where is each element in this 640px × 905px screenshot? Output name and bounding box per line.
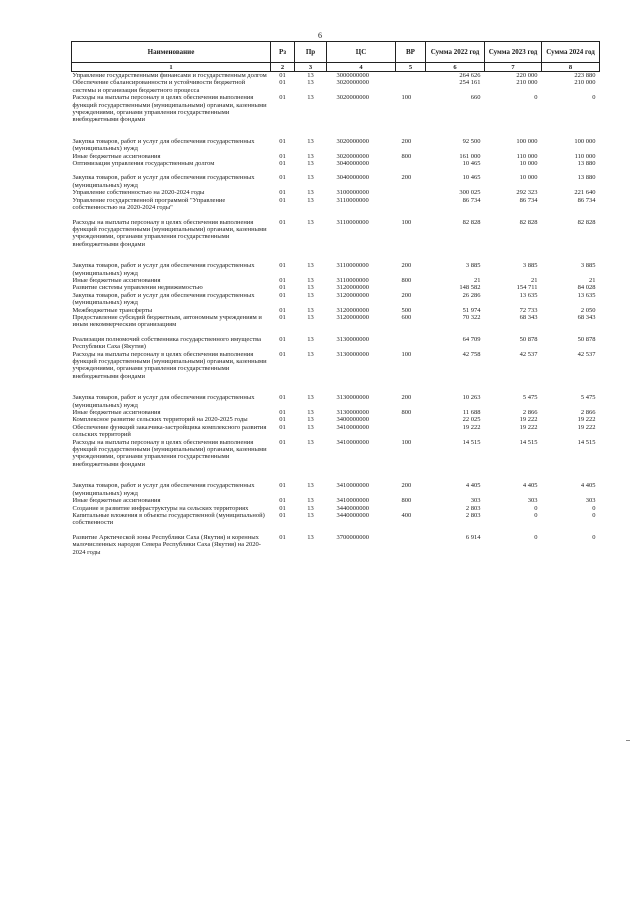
- cell-2022: 92 500: [462, 137, 481, 145]
- cell-2023: 220 000: [516, 72, 538, 79]
- cell-vr: 100: [401, 438, 412, 446]
- cell-2024: 82 828: [577, 218, 596, 226]
- cell-cs: 3120000000: [336, 291, 369, 299]
- cell-rz: 01: [279, 137, 286, 145]
- cell-rz: 01: [279, 497, 286, 505]
- cell-2024: 0: [592, 94, 596, 102]
- cell-cs: 3410000000: [336, 482, 369, 490]
- cell-2022: 161 000: [459, 152, 481, 160]
- cell-2024: 303: [585, 497, 596, 505]
- cell-2022: 4 405: [465, 482, 481, 490]
- cell-pr: 13: [307, 276, 314, 284]
- cell-pr: 13: [307, 174, 314, 182]
- table-row: [72, 416, 600, 423]
- cell-name: Расходы на выплаты персоналу в целях обеспечения выполнения функций государственными (муниципальными) органами, казенными учреждениями, органами управления государственными внебюджетными фондами: [72, 350, 267, 380]
- row-spacer-cell: [72, 212, 600, 219]
- header-2023: Сумма 2023 год: [485, 42, 542, 63]
- cell-cs: 3410000000: [336, 497, 369, 505]
- cell-pr: 13: [307, 394, 314, 402]
- cell-rz: 01: [279, 306, 286, 314]
- cell-vr: 100: [401, 94, 412, 102]
- cell-rz: 01: [279, 291, 286, 299]
- column-number: 3: [295, 63, 327, 72]
- cell-2024: 21: [589, 276, 596, 284]
- table-row: [72, 153, 600, 160]
- cell-vr: 100: [401, 218, 412, 226]
- cell-vr: [396, 197, 426, 212]
- cell-rz: 01: [279, 94, 286, 102]
- cell-pr: 13: [307, 196, 314, 204]
- table-row: [72, 534, 600, 556]
- cell-2022: 10 263: [462, 394, 481, 402]
- cell-pr: 13: [307, 438, 314, 446]
- cell-rz: 01: [279, 416, 286, 424]
- cell-cs: 3410000000: [336, 438, 369, 446]
- column-number: 8: [542, 63, 600, 72]
- cell-2024: 2 050: [580, 306, 596, 314]
- cell-pr: 13: [307, 409, 314, 417]
- cell-name: Предоставление субсидий бюджетным, автономным учреждениям и иным некоммерческим организациям: [72, 313, 262, 329]
- cell-pr: 13: [307, 291, 314, 299]
- cell-cs: 3410000000: [336, 423, 369, 431]
- table-row: [72, 292, 600, 307]
- cell-2024: 84 028: [577, 284, 596, 292]
- cell-2022: 21: [474, 276, 481, 284]
- row-spacer: [72, 380, 600, 394]
- cell-vr: 500: [401, 306, 412, 314]
- cell-cs: 3120000000: [336, 284, 369, 292]
- cell-2023: 21: [531, 276, 538, 284]
- cell-cs: 3110000000: [336, 276, 369, 284]
- page-number: 6: [318, 31, 322, 40]
- cell-pr: 13: [307, 335, 314, 343]
- cell-cs: 3020000000: [336, 79, 369, 87]
- cell-2024: 86 734: [577, 196, 596, 204]
- table-row: [72, 314, 600, 329]
- header-2022: Сумма 2022 год: [426, 42, 485, 63]
- cell-2024: 210 000: [574, 79, 596, 87]
- row-spacer: [72, 468, 600, 482]
- cell-2024: 13 880: [577, 160, 596, 168]
- cell-rz: 01: [279, 189, 286, 197]
- cell-2023: 3 885: [522, 262, 538, 270]
- cell-2023: 2 866: [522, 409, 538, 417]
- cell-2024: 100 000: [574, 137, 596, 145]
- table-row: [72, 394, 600, 409]
- cell-rz: 01: [279, 196, 286, 204]
- cell-name: Оптимизация управления государственным долгом: [72, 160, 215, 168]
- cell-name: Иные бюджетные ассигнования: [72, 497, 161, 505]
- cell-cs: 3100000000: [336, 189, 369, 197]
- cell-cs: 3110000000: [336, 262, 369, 270]
- cell-vr: 200: [401, 291, 412, 299]
- cell-2023: 154 711: [516, 284, 538, 292]
- table-row: [72, 424, 600, 439]
- cell-name: Иные бюджетные ассигнования: [72, 152, 161, 160]
- scan-mark: [626, 740, 630, 741]
- cell-cs: 3700000000: [336, 533, 369, 541]
- cell-vr: 800: [401, 276, 412, 284]
- cell-2022: 2 803: [465, 511, 481, 519]
- column-number: 7: [485, 63, 542, 72]
- table-row: [72, 72, 600, 80]
- table-row: [72, 284, 600, 291]
- cell-name: Закупка товаров, работ и услуг для обеспечения государственных (муниципальных) нужд: [72, 137, 255, 153]
- cell-vr: 400: [401, 511, 412, 519]
- cell-2023: 68 343: [519, 313, 538, 321]
- cell-2024: 0: [592, 504, 596, 512]
- budget-table: [71, 41, 600, 556]
- cell-2023: 19 222: [519, 416, 538, 424]
- cell-2022: 10 465: [462, 160, 481, 168]
- cell-2024: 0: [592, 533, 596, 541]
- table-row: [72, 482, 600, 497]
- cell-vr: [396, 534, 426, 556]
- cell-2024: 2 866: [580, 409, 596, 417]
- cell-name: Создание и развитие инфраструктуры на сельских территориях: [72, 504, 249, 512]
- cell-2022: 64 709: [462, 335, 481, 343]
- row-spacer-cell: [72, 124, 600, 138]
- cell-name: Обеспечение сбалансированности и устойчивости бюджетной системы и организация бюджетного процесса: [72, 79, 246, 94]
- cell-2023: 303: [527, 497, 538, 505]
- cell-2023: 110 000: [516, 152, 538, 160]
- cell-pr: 13: [307, 416, 314, 424]
- table-row: [72, 219, 600, 249]
- cell-2022: 11 688: [462, 409, 481, 417]
- cell-2022: 6 914: [465, 533, 481, 541]
- cell-rz: 01: [279, 394, 286, 402]
- cell-cs: 3040000000: [336, 160, 369, 168]
- cell-2023: 42 537: [519, 350, 538, 358]
- cell-2024: 19 222: [577, 423, 596, 431]
- cell-2024: 68 343: [577, 313, 596, 321]
- cell-2022: 10 465: [462, 174, 481, 182]
- cell-2024: 4 405: [580, 482, 596, 490]
- table-row: [72, 439, 600, 469]
- cell-2022: 254 161: [459, 79, 481, 87]
- cell-cs: 3120000000: [336, 313, 369, 321]
- cell-name: Управление государственными финансами и государственным долгом: [72, 72, 267, 79]
- cell-2024: 223 880: [574, 72, 596, 79]
- column-number-row: [72, 63, 600, 72]
- row-spacer: [72, 212, 600, 219]
- cell-cs: 3120000000: [336, 306, 369, 314]
- cell-2024: 13 880: [577, 174, 596, 182]
- cell-pr: 13: [307, 262, 314, 270]
- cell-2024: 221 640: [574, 189, 596, 197]
- cell-name: Реализация полномочий собственника государственного имущества Республики Саха (Якутия): [72, 335, 262, 351]
- cell-vr: 200: [401, 394, 412, 402]
- cell-rz: 01: [279, 72, 286, 79]
- cell-2023: 0: [534, 533, 538, 541]
- cell-pr: 13: [307, 152, 314, 160]
- cell-cs: 3400000000: [336, 416, 369, 424]
- cell-pr: 13: [307, 137, 314, 145]
- table-row: [72, 94, 600, 124]
- cell-2022: 42 758: [462, 350, 481, 358]
- cell-rz: 01: [279, 218, 286, 226]
- cell-2023: 50 878: [519, 335, 538, 343]
- cell-name: Расходы на выплаты персоналу в целях обеспечения выполнения функций государственными (муниципальными) органами, казенными учреждениями, органами управления государственными внебюджетными фондами: [72, 438, 267, 468]
- table-header-row: [72, 42, 600, 63]
- header-vr: ВР: [396, 42, 426, 63]
- cell-2022: 22 025: [462, 416, 481, 424]
- cell-pr: 13: [307, 533, 314, 541]
- cell-2024: 3 885: [580, 262, 596, 270]
- table-row: [72, 512, 600, 527]
- cell-name: Закупка товаров, работ и услуг для обеспечения государственных (муниципальных) нужд: [72, 174, 255, 189]
- cell-vr: [396, 505, 426, 512]
- cell-rz: 01: [279, 350, 286, 358]
- column-number: 2: [271, 63, 295, 72]
- cell-2024: 42 537: [577, 350, 596, 358]
- cell-name: Развитие Арктической зоны Республики Саха (Якутия) и коренных малочисленных народов Севера Республики Саха (Якутия) на 2020-2024 годы: [72, 533, 261, 556]
- cell-pr: 13: [307, 160, 314, 168]
- cell-2023: 0: [534, 511, 538, 519]
- cell-2022: 19 222: [462, 423, 481, 431]
- cell-vr: 100: [401, 350, 412, 358]
- cell-rz: 01: [279, 409, 286, 417]
- cell-2023: 13 635: [519, 291, 538, 299]
- cell-rz: 01: [279, 511, 286, 519]
- cell-2022: 148 582: [459, 284, 481, 292]
- cell-rz: 01: [279, 160, 286, 168]
- cell-2023: 10 000: [519, 160, 538, 168]
- cell-cs: 3130000000: [336, 335, 369, 343]
- row-spacer-cell: [72, 329, 600, 336]
- row-spacer-cell: [72, 248, 600, 262]
- cell-rz: 01: [279, 335, 286, 343]
- cell-2023: 0: [534, 504, 538, 512]
- cell-2023: 86 734: [519, 196, 538, 204]
- cell-cs: 3130000000: [336, 394, 369, 402]
- cell-2022: 82 828: [462, 218, 481, 226]
- cell-2023: 10 000: [519, 174, 538, 182]
- cell-name: Закупка товаров, работ и услуг для обеспечения государственных (муниципальных) нужд: [72, 482, 255, 497]
- column-number: 4: [327, 63, 396, 72]
- cell-name: Иные бюджетные ассигнования: [72, 276, 161, 284]
- table-row: [72, 138, 600, 153]
- cell-name: Закупка товаров, работ и услуг для обеспечения государственных (муниципальных) нужд: [72, 262, 255, 277]
- cell-vr: 800: [401, 152, 412, 160]
- cell-2022: 303: [470, 497, 481, 505]
- row-spacer-cell: [72, 468, 600, 482]
- cell-vr: 600: [401, 313, 412, 321]
- cell-vr: 800: [401, 497, 412, 505]
- cell-2022: 2 803: [465, 504, 481, 512]
- row-spacer-cell: [72, 380, 600, 394]
- table-row: [72, 262, 600, 277]
- cell-2024: 110 000: [574, 152, 596, 160]
- cell-vr: [396, 79, 426, 94]
- cell-2022: 264 626: [459, 72, 481, 79]
- cell-pr: 13: [307, 189, 314, 197]
- cell-name: Развитие системы управления недвижимостью: [72, 284, 203, 292]
- cell-name: Закупка товаров, работ и услуг для обеспечения государственных (муниципальных) нужд: [72, 291, 255, 307]
- cell-rz: 01: [279, 482, 286, 490]
- cell-vr: [396, 424, 426, 439]
- cell-2022: 51 974: [462, 306, 481, 314]
- cell-2023: 210 000: [516, 79, 538, 87]
- table-row: [72, 197, 600, 212]
- cell-2022: 660: [470, 94, 481, 102]
- table-row: [72, 409, 600, 416]
- cell-2024: 13 635: [577, 291, 596, 299]
- cell-rz: 01: [279, 152, 286, 160]
- cell-2023: 5 475: [522, 394, 538, 402]
- cell-2022: 26 286: [462, 291, 481, 299]
- cell-vr: [396, 416, 426, 423]
- cell-pr: 13: [307, 79, 314, 87]
- row-spacer-cell: [72, 167, 600, 174]
- cell-vr: [396, 336, 426, 351]
- cell-vr: 200: [401, 137, 412, 145]
- table-row: [72, 79, 600, 94]
- cell-rz: 01: [279, 262, 286, 270]
- table-row: [72, 174, 600, 189]
- cell-vr: 200: [401, 482, 412, 490]
- header-cs: ЦС: [327, 42, 396, 63]
- cell-2022: 86 734: [462, 196, 481, 204]
- cell-rz: 01: [279, 504, 286, 512]
- cell-rz: 01: [279, 423, 286, 431]
- cell-pr: 13: [307, 94, 314, 102]
- cell-cs: 3040000000: [336, 174, 369, 182]
- cell-vr: 800: [401, 409, 412, 417]
- row-spacer-cell: [72, 527, 600, 534]
- cell-2024: 5 475: [580, 394, 596, 402]
- cell-2023: 14 515: [519, 438, 538, 446]
- cell-rz: 01: [279, 276, 286, 284]
- table-row: [72, 497, 600, 504]
- cell-2022: 14 515: [462, 438, 481, 446]
- cell-vr: [396, 189, 426, 196]
- cell-cs: 3020000000: [336, 137, 369, 145]
- column-number: 1: [72, 63, 271, 72]
- row-spacer: [72, 248, 600, 262]
- cell-2024: 19 222: [577, 416, 596, 424]
- cell-2022: 70 322: [462, 313, 481, 321]
- column-number: 5: [396, 63, 426, 72]
- table-row: [72, 505, 600, 512]
- row-spacer: [72, 124, 600, 138]
- cell-name: Расходы на выплаты персоналу в целях обеспечения выполнения функций государственными (муниципальными) органами, казенными учреждениями, органами управления государственными внебюджетными фондами: [72, 218, 267, 248]
- cell-name: Межбюджетные трансферты: [72, 306, 153, 314]
- cell-pr: 13: [307, 350, 314, 358]
- header-2024: Сумма 2024 год: [542, 42, 600, 63]
- cell-2023: 19 222: [519, 423, 538, 431]
- table-body: [72, 72, 600, 556]
- header-pr: Пр: [295, 42, 327, 63]
- cell-name: Иные бюджетные ассигнования: [72, 409, 161, 417]
- cell-cs: 3130000000: [336, 409, 369, 417]
- cell-pr: 13: [307, 504, 314, 512]
- cell-name: Капитальные вложения в объекты государственной (муниципальной) собственности: [72, 511, 265, 527]
- cell-pr: 13: [307, 511, 314, 519]
- cell-2024: 14 515: [577, 438, 596, 446]
- cell-pr: 13: [307, 497, 314, 505]
- cell-rz: 01: [279, 284, 286, 292]
- cell-2024: 50 878: [577, 335, 596, 343]
- cell-vr: 200: [401, 174, 412, 182]
- cell-2023: 72 733: [519, 306, 538, 314]
- cell-2023: 4 405: [522, 482, 538, 490]
- header-name: Наименование: [72, 42, 271, 63]
- cell-name: Закупка товаров, работ и услуг для обеспечения государственных (муниципальных) нужд: [72, 394, 255, 409]
- cell-vr: [396, 72, 426, 80]
- cell-pr: 13: [307, 218, 314, 226]
- cell-pr: 13: [307, 482, 314, 490]
- cell-rz: 01: [279, 79, 286, 87]
- table-row: [72, 307, 600, 314]
- cell-2022: 3 885: [465, 262, 481, 270]
- table-row: [72, 277, 600, 284]
- row-spacer: [72, 329, 600, 336]
- cell-name: Управление государственной программой "Управление собственностью на 2020-2024 годы": [72, 196, 226, 212]
- cell-rz: 01: [279, 533, 286, 541]
- column-number: 6: [426, 63, 485, 72]
- cell-cs: 3000000000: [336, 72, 369, 79]
- table-row: [72, 189, 600, 196]
- cell-pr: 13: [307, 284, 314, 292]
- table-row: [72, 160, 600, 167]
- cell-name: Управление собственностью на 2020-2024 годы: [72, 189, 205, 197]
- cell-cs: 3020000000: [336, 152, 369, 160]
- cell-rz: 01: [279, 174, 286, 182]
- cell-2022: 300 025: [459, 189, 481, 197]
- cell-vr: [396, 284, 426, 291]
- cell-rz: 01: [279, 313, 286, 321]
- cell-vr: [396, 160, 426, 167]
- cell-vr: 200: [401, 262, 412, 270]
- cell-cs: 3440000000: [336, 504, 369, 512]
- cell-rz: 01: [279, 438, 286, 446]
- cell-cs: 3130000000: [336, 350, 369, 358]
- header-rz: Рз: [271, 42, 295, 63]
- cell-2023: 292 323: [516, 189, 538, 197]
- cell-2023: 0: [534, 94, 538, 102]
- cell-pr: 13: [307, 313, 314, 321]
- table-row: [72, 351, 600, 381]
- cell-cs: 3440000000: [336, 511, 369, 519]
- cell-2024: 0: [592, 511, 596, 519]
- cell-cs: 3020000000: [336, 94, 369, 102]
- cell-cs: 3110000000: [336, 218, 369, 226]
- cell-name: Комплексное развитие сельских территорий на 2020-2025 годы: [72, 416, 248, 424]
- cell-cs: 3110000000: [336, 196, 369, 204]
- table-row: [72, 336, 600, 351]
- cell-pr: 13: [307, 72, 314, 79]
- cell-2023: 82 828: [519, 218, 538, 226]
- cell-pr: 13: [307, 306, 314, 314]
- cell-name: Расходы на выплаты персоналу в целях обеспечения выполнения функций государственными (муниципальными) органами, казенными учреждениями, органами управления государственными внебюджетными фондами: [72, 94, 267, 124]
- row-spacer: [72, 167, 600, 174]
- row-spacer: [72, 527, 600, 534]
- cell-2023: 100 000: [516, 137, 538, 145]
- cell-pr: 13: [307, 423, 314, 431]
- cell-name: Обеспечение функций заказчика-застройщика комплексного развития сельских территорий: [72, 423, 267, 439]
